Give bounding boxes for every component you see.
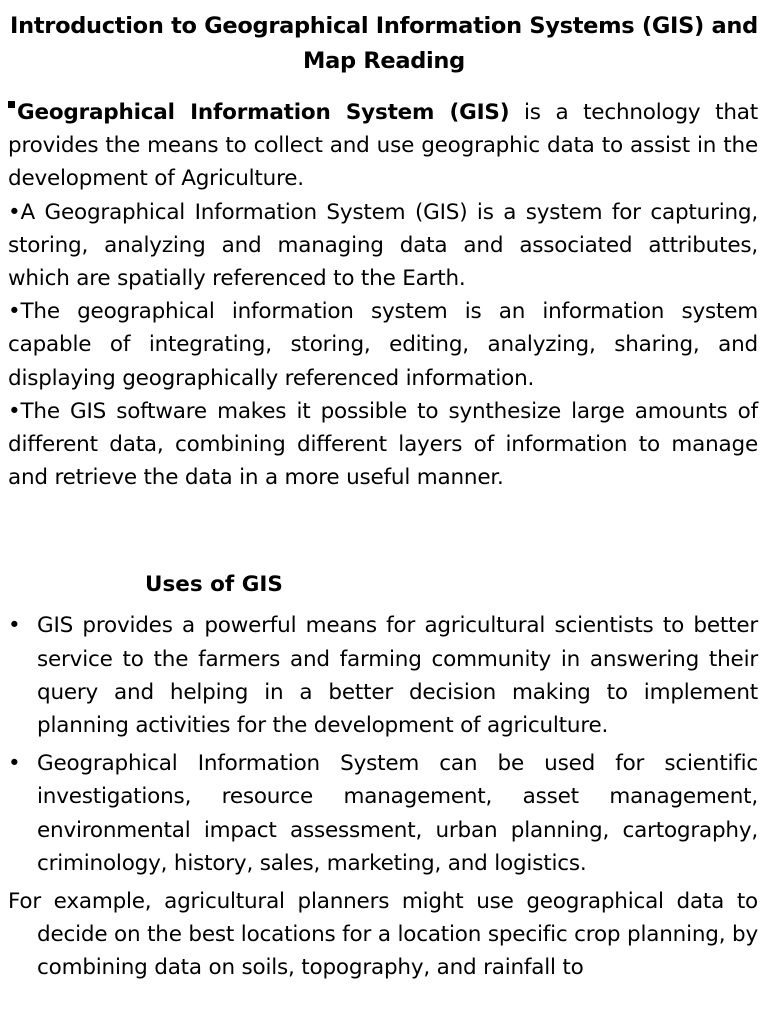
list-item-text: GIS provides a powerful means for agricultural scientists to better service to the farmers and farming community in answering their query and helping in a better decision making to implement planning activities for the development of agriculture.	[37, 613, 758, 739]
intro-section	[8, 96, 758, 494]
intro-paragraph-4	[8, 395, 758, 495]
intro-paragraph-3-text: The geographical information system is an information system capable of integrating, storing, editing, analyzing, sharing, and displaying geographically referenced information.	[8, 299, 758, 391]
gis-term: Geographical Information System (GIS)	[17, 100, 510, 125]
uses-heading: Uses of GIS	[145, 572, 283, 598]
intro-paragraph-2-text: A Geographical Information System (GIS) is a system for capturing, storing, analyzing and managing data and associated attributes, which are spatially referenced to the Earth.	[8, 199, 758, 292]
square-bullet-icon	[8, 101, 15, 108]
bullet-icon: •	[8, 299, 21, 325]
intro-paragraph-2	[8, 196, 758, 296]
bullet-icon: •	[8, 199, 21, 225]
intro-paragraph-1-text: is a technology that provides the means to collect and use geographic data to assist in the development of Agriculture.	[8, 100, 758, 192]
intro-paragraph-3	[8, 295, 758, 395]
example-paragraph: For example, agricultural planners might use geographical data to decide on the best locations for a location specific crop planning, by combining data on soils, topography, and rainfall to	[8, 889, 758, 981]
uses-list	[0, 609, 758, 880]
list-item-text: Geographical Information System can be used for scientific investigations, resource management, asset management, environmental impact assessment, urban planning, cartography, criminology, history, sales, marketing, and logistics.	[37, 751, 758, 876]
document-title: Introduction to Geographical Information Systems (GIS) and Map Reading	[10, 13, 758, 74]
bullet-icon: •	[8, 398, 21, 424]
list-item	[0, 747, 758, 880]
intro-paragraph-4-text: The GIS software makes it possible to synthesize large amounts of different data, combining different layers of information to manage and retrieve the data in a more useful manner.	[8, 398, 758, 491]
intro-paragraph-1	[8, 96, 758, 196]
bullet-icon: •	[8, 613, 21, 639]
list-item	[0, 609, 758, 742]
bullet-icon: •	[8, 751, 21, 777]
